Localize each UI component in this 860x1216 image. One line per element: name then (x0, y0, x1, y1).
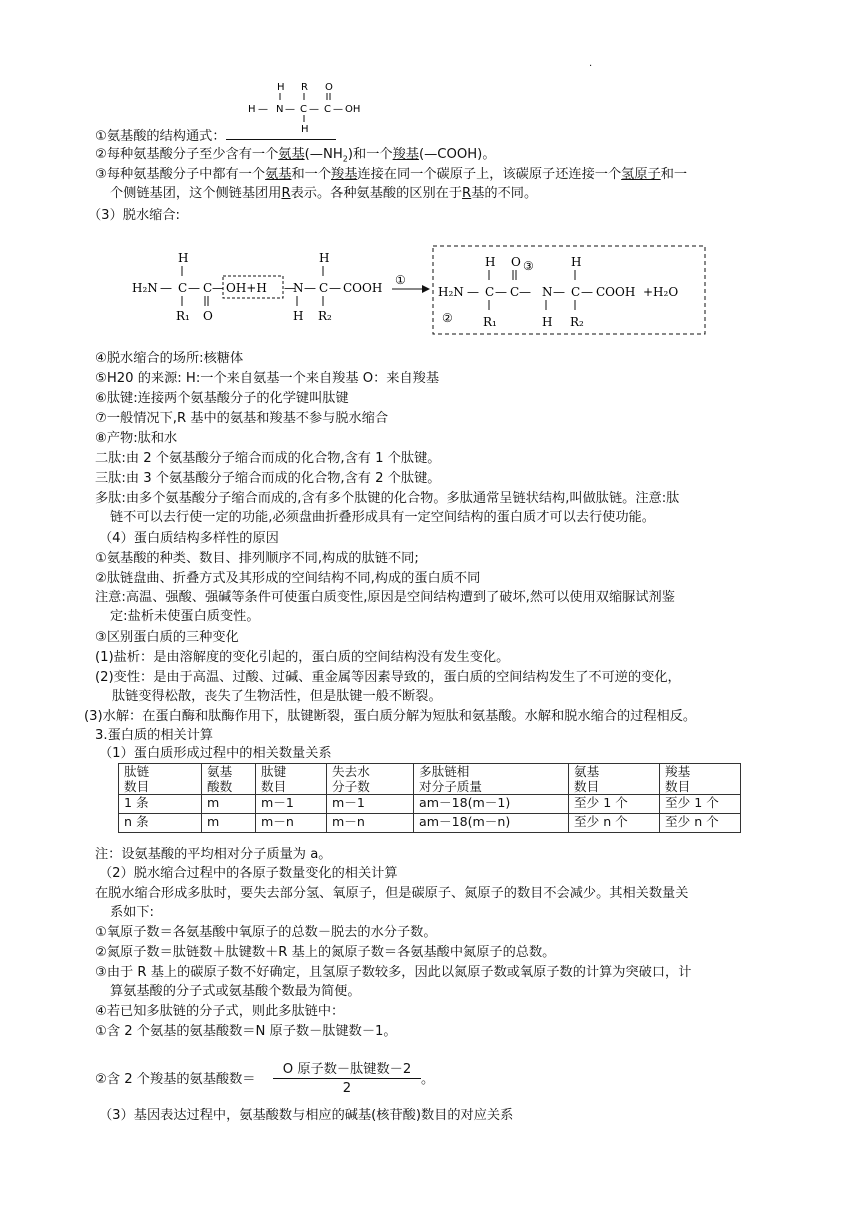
table-cell: n 条 (119, 814, 202, 833)
section-diversity: （4）蛋白质结构多样性的原因 (99, 531, 279, 546)
bond-dash: — (329, 281, 341, 295)
text: 多肽链相 (419, 764, 470, 779)
text: 失去水 (332, 764, 370, 779)
formula-h-left: H (248, 104, 256, 115)
atom-h2n: H₂N (438, 285, 464, 299)
table-cell: m (202, 814, 256, 833)
quantity-table (118, 763, 741, 833)
text: (—NH (304, 147, 343, 162)
atom-h: H (319, 251, 330, 265)
line-oxygen-count: ①氧原子数＝各氨基酸中氧原子的总数－脱去的水分子数。 (95, 925, 437, 940)
line-diversity-1: ①氨基酸的种类、数目、排列顺序不同,构成的肽链不同; (95, 551, 419, 566)
formula-oh: OH (345, 104, 361, 115)
bond-dash: — (467, 285, 479, 299)
text: 氨基 (207, 764, 233, 779)
table-cell: m (202, 795, 256, 814)
line-known-formula: ④若已知多肽链的分子式，则此多肽链中： (95, 1004, 345, 1019)
line-tripeptide: 三肽:由 3 个氨基酸分子缩合而成的化合物,含有 2 个肽键。 (95, 471, 441, 486)
bond-dash: — (160, 281, 172, 295)
group-r2: R₂ (318, 309, 332, 323)
bond-dash: — (553, 285, 565, 299)
step-3-label: ③ (523, 259, 534, 273)
table-header-row (119, 764, 741, 795)
table-cell: m－n (327, 814, 414, 833)
formula-h-top: H (277, 82, 285, 93)
line-side-chain (110, 185, 537, 203)
text: 对分子质量 (419, 779, 482, 794)
text: (—COOH)。 (418, 147, 496, 162)
table-cell: am－18(m－1) (414, 795, 569, 814)
text: 分子数 (332, 779, 370, 794)
arrow-head (422, 285, 430, 293)
header-cell (119, 764, 202, 795)
atom-h: H (178, 251, 189, 265)
atom-cooh: COOH (343, 281, 383, 295)
atom-c: C (178, 281, 188, 295)
atom-h: H (293, 309, 304, 323)
text: 数目 (665, 779, 691, 794)
atom-h2n: H₂N (132, 281, 158, 295)
line-three-changes: ③区别蛋白质的三种变化 (95, 630, 239, 645)
bond-dash: — (495, 285, 507, 299)
section-dehydration: （3）脱水缩合: (88, 208, 180, 223)
term-r: R (281, 186, 291, 201)
bond-dash: — (212, 281, 224, 295)
table-cell: am－18(m－n) (414, 814, 569, 833)
group-r1: R₁ (176, 309, 190, 323)
bond-dash: — (519, 285, 531, 299)
header-cell (660, 764, 741, 795)
line-denaturation-cont: 肽链变得松散，丧失了生物活性，但是肽键一般不断裂。 (112, 689, 442, 704)
text: 肽键 (261, 764, 287, 779)
line-general-formula (95, 127, 336, 146)
stray-dot: . (589, 58, 593, 69)
atom-h: H (542, 315, 553, 329)
group-r1: R₁ (483, 315, 497, 329)
text: ①氨基酸的结构通式： (95, 129, 226, 144)
formula-h-bottom: H (301, 124, 309, 135)
text: ③每种氨基酸分子中都有一个 (95, 167, 266, 182)
table-cell: m－1 (327, 795, 414, 814)
line-nitrogen-count: ②氮原子数＝肽链数＋肽键数＋R 基上的氮原子数＝各氨基酸中氮原子的总数。 (95, 945, 556, 960)
formula-o: O (325, 82, 333, 93)
line-diversity-2: ②肽链盘曲、折叠方式及其形成的空间结构不同,构成的蛋白质不同 (95, 571, 481, 586)
table-cell: 1 条 (119, 795, 202, 814)
text: ②每种氨基酸分子至少含有一个 (95, 147, 279, 162)
atom-o: O (511, 255, 521, 269)
step-2-label: ② (442, 311, 453, 325)
line-two-amino: ①含 2 个氨基的氨基酸数＝N 原子数－肽键数－1。 (95, 1024, 397, 1039)
subsection-quantities: （1）蛋白质形成过程中的相关数量关系 (99, 746, 332, 761)
formula-dash: — (309, 104, 319, 115)
term-r: R (462, 186, 472, 201)
term-carboxyl: 羧基 (392, 147, 419, 162)
text: 数目 (261, 779, 287, 794)
line-salting-out: (1)盐析：是由溶解度的变化引起的，蛋白质的空间结构没有发生变化。 (95, 650, 510, 665)
term-amino: 氨基 (265, 167, 292, 182)
formula-c2: C (324, 104, 331, 115)
bond-dash: — (581, 285, 593, 299)
step-1-label: ① (395, 273, 406, 287)
text: 肽链 (124, 764, 150, 779)
table-cell: 至少 n 个 (660, 814, 741, 833)
atom-h: H (571, 255, 582, 269)
table-cell: 至少 1 个 (660, 795, 741, 814)
atom-cooh: COOH (596, 285, 636, 299)
formula-dash: — (333, 104, 343, 115)
plus-water: +H₂O (643, 285, 679, 299)
line-site: ④脱水缩合的场所:核糖体 (95, 351, 244, 366)
line-atom-intro-cont: 系如下: (110, 905, 155, 920)
line-denaturation: (2)变性：是由于高温、过酸、过碱、重金属等因素导致的，蛋白质的空间结构发生了不可逆的变化， (95, 670, 681, 685)
line-same-carbon (95, 166, 687, 184)
line-note-cont: 定:盐析未使蛋白质变性。 (110, 609, 260, 624)
formula-c1: C (300, 104, 307, 115)
text: )和一个 (347, 147, 393, 162)
fraction-numerator: O 原子数－肽键数－2 (273, 1062, 421, 1079)
line-table-note: 注：设氨基酸的平均相对分子质量为 a。 (95, 847, 332, 862)
text: 连接在同一个碳原子上，该碳原子还连接一个 (357, 167, 622, 182)
formula-n: N (276, 104, 284, 115)
atom-n: N (542, 285, 553, 299)
header-cell (256, 764, 327, 795)
oh-plus-h: OH+H (226, 281, 267, 295)
text: 酸数 (207, 779, 233, 794)
subsection-atom-changes: （2）脱水缩合过程中的各原子数量变化的相关计算 (99, 866, 398, 881)
formula-dash: — (285, 104, 295, 115)
atom-c: C (571, 285, 581, 299)
line-two-carboxyl-end: 。 (421, 1072, 435, 1087)
line-two-carboxyl: ②含 2 个羧基的氨基酸数＝ (95, 1072, 256, 1087)
text: 数目 (124, 779, 150, 794)
line-polypeptide-cont: 链不可以去行使一定的功能,必须盘曲折叠形成具有一定空间结构的蛋白质才可以去行使功能。 (110, 510, 655, 525)
header-cell (414, 764, 569, 795)
header-cell (202, 764, 256, 795)
text: 表示。各种氨基酸的区别在于 (290, 186, 463, 201)
line-atom-intro: 在脱水缩合形成多肽时，要失去部分氢、氧原子，但是碳原子、氮原子的数目不会减少。其相关数量关 (95, 886, 689, 901)
line-breakthrough-cont: 算氨基酸的分子式或氨基酸个数最为简便。 (110, 984, 361, 999)
line-dipeptide: 二肽:由 2 个氨基酸分子缩合而成的化合物,含有 1 个肽键。 (95, 451, 441, 466)
bond-dash: — (304, 281, 316, 295)
atom-h: H (485, 255, 496, 269)
bond-dash: — (284, 281, 296, 295)
line-hydrolysis: (3)水解：在蛋白酶和肽酶作用下，肽键断裂，蛋白质分解为短肽和氨基酸。水解和脱水缩合的过程相反。 (84, 709, 697, 724)
text: 羧基 (665, 764, 691, 779)
atom-c: C (203, 281, 213, 295)
table-cell: 至少 1 个 (569, 795, 660, 814)
atom-n: N (293, 281, 304, 295)
section-calculations: 3.蛋白质的相关计算 (95, 728, 214, 743)
formula-dash: — (258, 104, 268, 115)
line-note-denature: 注意:高温、强酸、强碱等条件可使蛋白质变性,原因是空间结构遭到了破坏,然可以使用双缩脲试剂鉴 (95, 590, 675, 605)
header-cell (569, 764, 660, 795)
group-r2: R₂ (570, 315, 584, 329)
line-r-group: ⑦一般情况下,R 基中的氨基和羧基不参与脱水缩合 (95, 411, 389, 426)
line-polypeptide: 多肽:由多个氨基酸分子缩合而成的,含有多个肽键的化合物。多肽通常呈链状结构,叫做肽链。注意:肽 (95, 491, 680, 506)
table-cell: m－1 (256, 795, 327, 814)
text: 氨基 (574, 764, 600, 779)
term-hydrogen: 氢原子 (621, 167, 661, 182)
table-cell: m－n (256, 814, 327, 833)
atom-c: C (510, 285, 520, 299)
text: 和一 (660, 167, 688, 182)
fraction-denominator: 2 (342, 1081, 352, 1096)
table-row (119, 795, 741, 814)
subsection-gene-expression: （3）基因表达过程中，氨基酸数与相应的碱基(核苷酸)数目的对应关系 (99, 1108, 514, 1123)
line-water-source: ⑤H20 的来源: H:一个来自氨基一个来自羧基 O：来自羧基 (95, 371, 440, 386)
formula-r: R (301, 82, 308, 93)
dehydration-reaction-diagram (130, 244, 730, 340)
text: 数目 (574, 779, 600, 794)
text: 基的不同。 (471, 186, 538, 201)
header-cell (327, 764, 414, 795)
line-breakthrough: ③由于 R 基上的碳原子数不好确定，且氢原子数较多，因此以氮原子数或氧原子数的计算为突破口，计 (95, 965, 692, 980)
atom-c: C (319, 281, 329, 295)
blank-underline (226, 127, 336, 140)
text: 和一个 (291, 167, 332, 182)
subscript: 2 (342, 154, 348, 164)
atom-c: C (485, 285, 495, 299)
line-products: ⑧产物:肽和水 (95, 431, 178, 446)
atom-o: O (203, 309, 213, 323)
table-row (119, 814, 741, 833)
table-cell: 至少 n 个 (569, 814, 660, 833)
text: 个侧链基团，这个侧链基团用 (110, 186, 282, 201)
bond-dash: — (188, 281, 200, 295)
term-carboxyl: 羧基 (331, 167, 358, 182)
line-peptide-bond: ⑥肽键:连接两个氨基酸分子的化学键叫肽键 (95, 391, 349, 406)
term-amino: 氨基 (278, 147, 305, 162)
